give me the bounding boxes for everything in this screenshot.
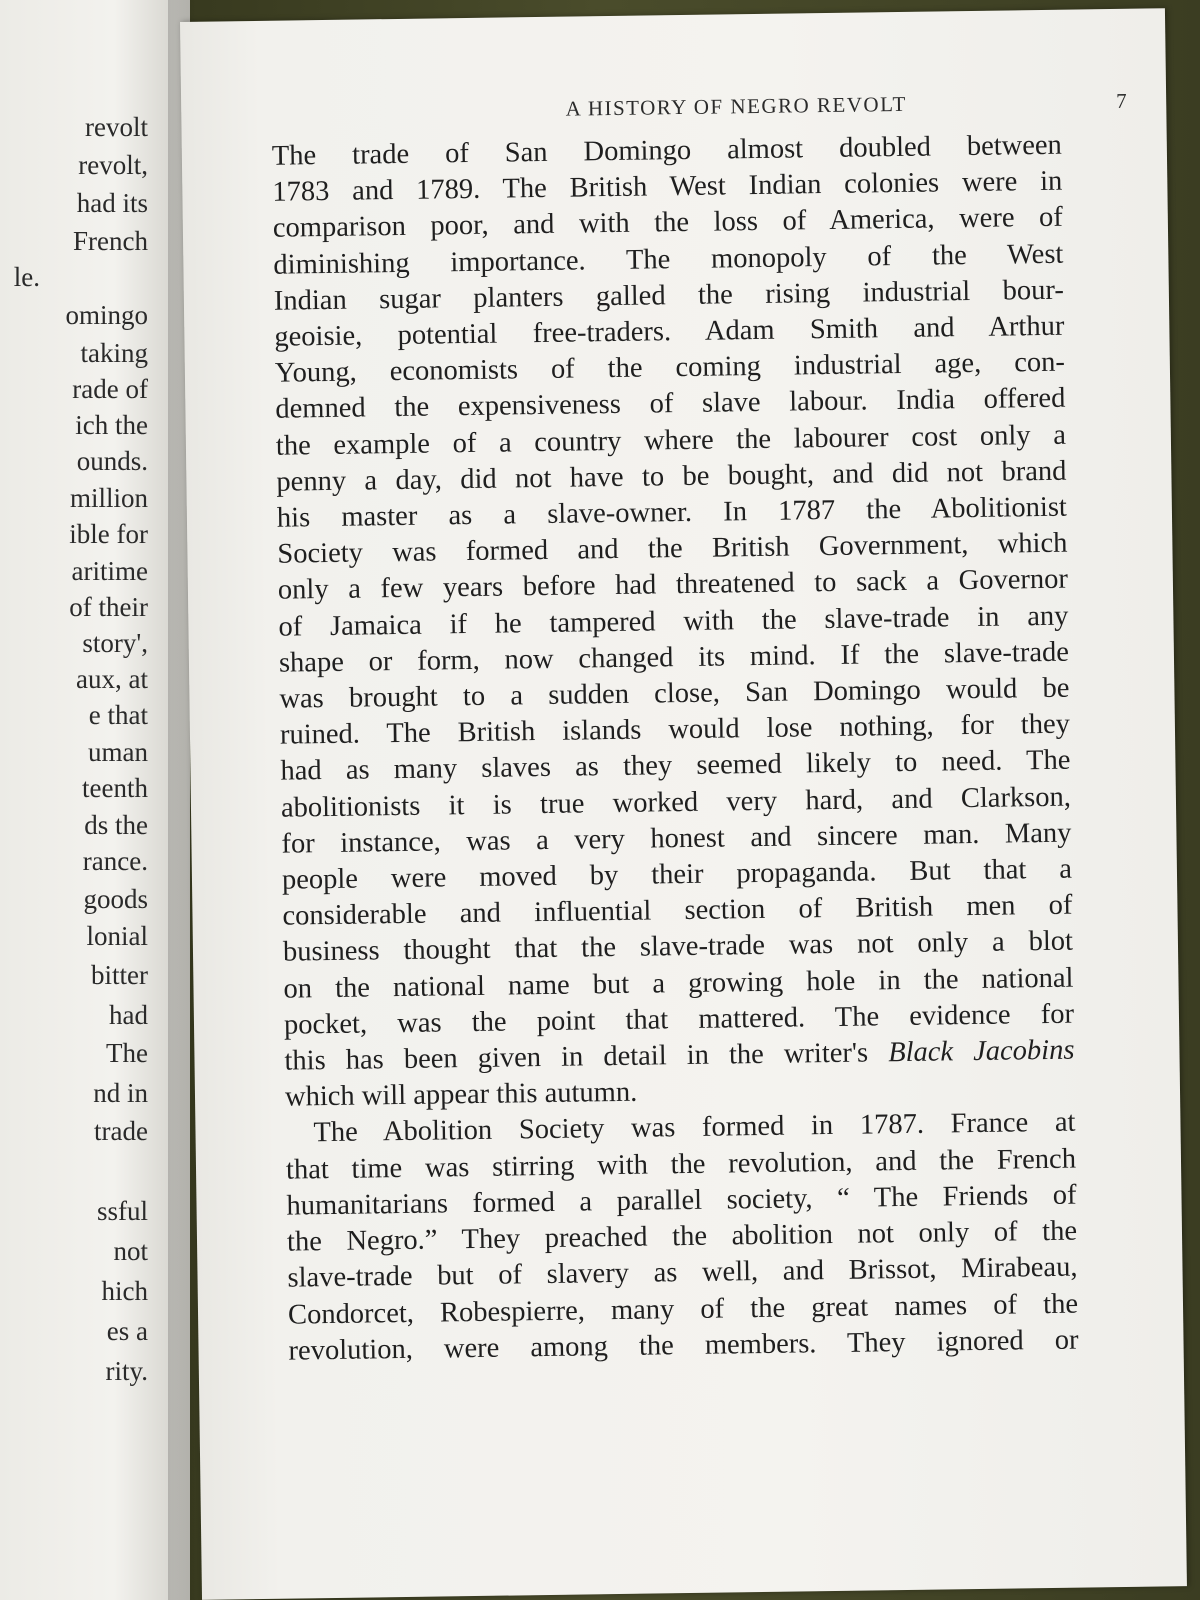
- left-page-line: teenth: [82, 773, 148, 803]
- left-page-line: rity.: [105, 1356, 148, 1386]
- left-page-line: revolt,: [78, 150, 148, 180]
- text-line: 1783 and 1789. The British West Indian colonies were in: [272, 165, 1063, 208]
- running-head: A HISTORY OF NEGRO REVOLT: [565, 91, 908, 121]
- left-page-line: ssful: [96, 1196, 148, 1226]
- left-page-line: of their: [69, 592, 148, 622]
- left-page-line: lonial: [86, 921, 148, 951]
- left-page-line: omingo: [65, 300, 148, 330]
- text-line: demned the expensiveness of slave labour. India offered: [275, 383, 1066, 426]
- text-line: which will appear this autumn.: [284, 1077, 638, 1113]
- text-line: on the national name but a growing hole in the national: [283, 962, 1074, 1005]
- page-number: 7: [1116, 88, 1127, 113]
- left-page-line: rance.: [82, 846, 148, 876]
- text-line: penny a day, did not have to be bought, and did not brand: [276, 455, 1067, 498]
- text-fragment: this has been given in detail in the writer's: [284, 1037, 869, 1077]
- right-page: [180, 8, 1187, 1600]
- left-page-line: rade of: [72, 374, 148, 404]
- text-line: ruined. The British islands would lose nothing, for they: [279, 708, 1071, 751]
- left-page-line: aritime: [71, 556, 148, 586]
- text-line: Indian sugar planters galled the rising industrial bour-: [273, 274, 1065, 317]
- text-line: The trade of San Domingo almost doubled between: [271, 129, 1063, 172]
- text-line: geoisie, potential free-traders. Adam Smith and Arthur: [274, 310, 1065, 353]
- text-line: Society was formed and the British Government, which: [277, 527, 1068, 570]
- text-line: considerable and influential section of British men of: [282, 889, 1073, 932]
- left-page-line: es a: [106, 1316, 148, 1346]
- left-page-line: ible for: [69, 519, 148, 549]
- left-page-line: The: [106, 1038, 148, 1068]
- text-line: people were moved by their propaganda. But that a: [281, 853, 1073, 896]
- left-page-line: million: [69, 483, 148, 513]
- left-page-line: e that: [88, 700, 148, 730]
- left-page-line: uman: [88, 737, 148, 767]
- left-page-line: French: [73, 226, 148, 256]
- text-line: The Abolition Society was formed in 1787. France at: [313, 1107, 1076, 1149]
- left-page-line: taking: [80, 338, 148, 368]
- text-line: shape or form, now changed its mind. If the slave-trade: [278, 636, 1070, 679]
- left-page-line: revolt: [85, 112, 148, 142]
- left-page-line: had its: [76, 188, 148, 218]
- text-line: had as many slaves as they seemed likely to need. The: [280, 745, 1071, 788]
- text-line: abolitionists it is true worked very hard, and Clarkson,: [280, 781, 1072, 824]
- text-line: humanitarians formed a parallel society, “ The Friends of: [286, 1179, 1077, 1222]
- left-page-line: ds the: [84, 810, 148, 840]
- text-line: was brought to a sudden close, San Domingo would be: [279, 672, 1070, 715]
- left-page-line: aux, at: [76, 664, 148, 694]
- left-page: [0, 0, 190, 1600]
- text-line: business thought that the slave-trade was not only a blot: [282, 926, 1074, 969]
- text-line: the Negro.” They preached the abolition not only of the: [286, 1215, 1078, 1258]
- text-line: slave-trade but of slavery as well, and Brissot, Mirabeau,: [287, 1251, 1078, 1294]
- left-page-line: not: [113, 1236, 148, 1266]
- text-line: comparison poor, and with the loss of America, were of: [272, 202, 1064, 245]
- text-line: the example of a country where the labourer cost only a: [275, 419, 1067, 462]
- text-line: his master as a slave-owner. In 1787 the Abolitionist: [276, 491, 1068, 534]
- text-line: revolution, were among the members. They ignored or: [288, 1324, 1079, 1367]
- body-text: [272, 128, 1079, 1370]
- text-line: only a few years before had threatened to sack a Governor: [277, 564, 1069, 607]
- text-line: that time was stirring with the revolution, and the French: [285, 1143, 1077, 1186]
- left-page-line: trade: [94, 1116, 148, 1146]
- left-page-line: bitter: [91, 960, 148, 990]
- left-page-line: ounds.: [76, 446, 148, 476]
- left-page-line: le.: [13, 262, 40, 292]
- left-page-line: goods: [83, 884, 148, 914]
- text-line: diminishing importance. The monopoly of the West: [273, 238, 1064, 281]
- book-title-black-jacobins: Black Jacobins: [887, 1034, 1075, 1069]
- left-page-line: ich the: [75, 410, 148, 440]
- text-line: pocket, was the point that mattered. The evidence for: [283, 998, 1075, 1041]
- left-page-line: nd in: [93, 1078, 148, 1108]
- text-line: Condorcet, Robespierre, many of the great names of the: [287, 1288, 1079, 1331]
- text-line: of Jamaica if he tampered with the slave-trade in any: [278, 600, 1069, 643]
- left-page-line: had: [109, 1000, 148, 1030]
- left-page-line: hich: [101, 1276, 148, 1306]
- text-line: Young, economists of the coming industrial age, con-: [274, 346, 1066, 389]
- left-page-line: story',: [82, 628, 148, 658]
- text-line: for instance, was a very honest and sincere man. Many: [281, 817, 1072, 860]
